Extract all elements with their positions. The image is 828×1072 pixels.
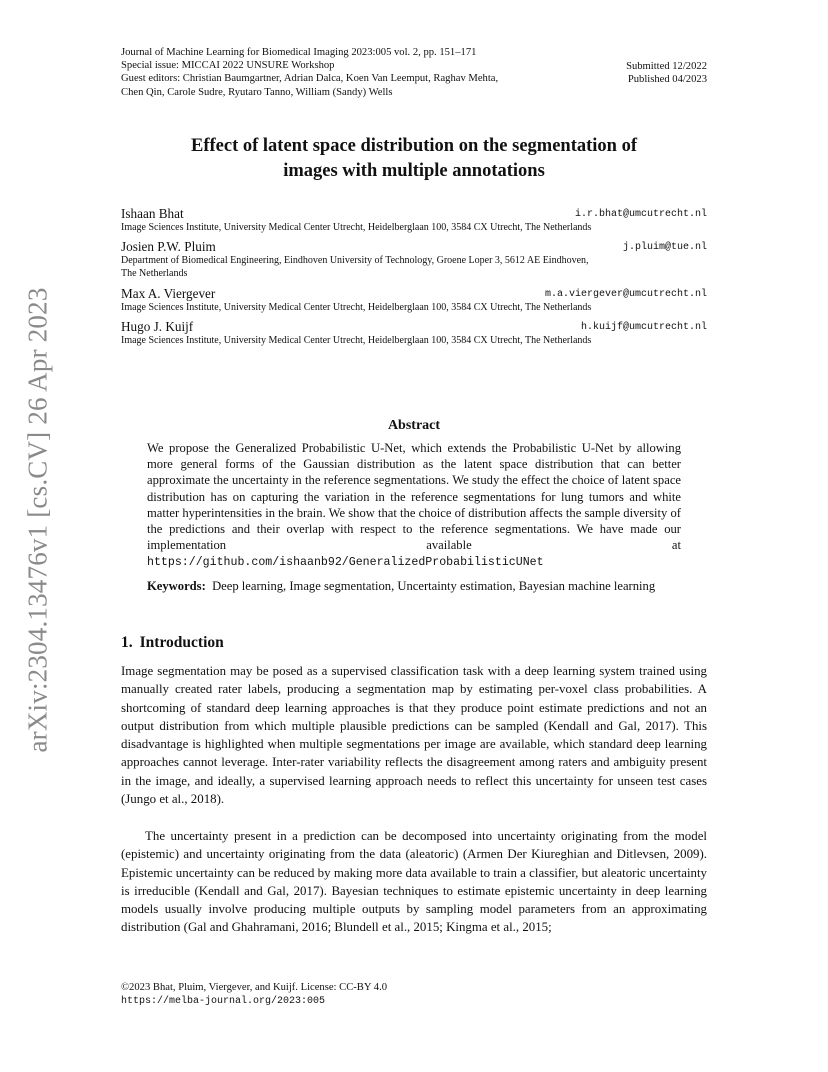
code-link[interactable]: https://github.com/ishaanb92/GeneralizedProbabilisticUNet	[147, 556, 544, 570]
body-paragraph: The uncertainty present in a prediction can be decomposed into uncertainty originating from the model (epistemic) and uncertainty originating from the data (aleatoric) (Armen Der Kiureghian and Ditlevsen, 2009). Epistemic uncertainty can be reduced by making more data available to train a classifier, but aleatoric uncertainty is irreducible (Kendall and Gal, 2017). Bayesian techniques to estimate epistemic uncertainty in deep learning models usually involve producing multiple outputs by sampling model parameters from an approximating distribution (Gal and Ghahramani, 2016; Blundell et al., 2015; Kingma et al., 2015;	[121, 829, 707, 935]
author-affiliation: Image Sciences Institute, University Medical Center Utrecht, Heidelberglaan 100, 3584 CX Utrecht, The Netherlands	[121, 335, 592, 346]
journal-url[interactable]: https://melba-journal.org/2023:005	[121, 995, 326, 1007]
author-block	[121, 319, 707, 348]
author-block	[121, 286, 707, 315]
paper-title-line: images with multiple annotations	[283, 161, 545, 181]
author-name: Max A. Viergever	[121, 286, 216, 301]
section-number: 1.	[121, 634, 133, 651]
author-email[interactable]: j.pluim@tue.nl	[622, 242, 707, 253]
section-heading	[121, 633, 224, 652]
author-email[interactable]: h.kuijf@umcutrecht.nl	[580, 322, 707, 333]
author-affiliation: Department of Biomedical Engineering, Eindhoven University of Technology, Groene Loper 3, 5612 AE Eindhoven,	[121, 255, 589, 266]
body-paragraph: Image segmentation may be posed as a supervised classification task with a deep learning system trained using manually created rater labels, producing a segmentation map by estimating per-voxel class probabilities. A shortcoming of standard deep learning approaches is that they produce point estimate predictions and not an output distribution from which multiple plausible predictions can be sampled (Kendall and Gal, 2017). This disadvantage is highlighted when multiple segmentations per image are available, which standard deep learning approaches cannot leverage. Inter-rater variability reflects the disagreement among raters and ambiguity present in the image, and ideally, a supervised learning approach needs to reflect this uncertainty for unseen test cases (Jungo et al., 2018).	[121, 664, 707, 807]
keywords	[147, 578, 681, 594]
journal-header	[121, 46, 591, 99]
section-title: Introduction	[139, 634, 224, 651]
journal-header-line: Special issue: MICCAI 2022 UNSURE Workshop	[121, 60, 335, 72]
abstract-body	[147, 440, 681, 572]
author-affiliation: The Netherlands	[121, 267, 188, 279]
abstract-heading: Abstract	[387, 418, 441, 433]
journal-header-line: Journal of Machine Learning for Biomedical Imaging 2023:005 vol. 2, pp. 151–171	[121, 47, 477, 58]
author-affiliation: Image Sciences Institute, University Medical Center Utrecht, Heidelberglaan 100, 3584 CX Utrecht, The Netherlands	[121, 222, 592, 233]
author-name: Josien P.W. Pluim	[121, 239, 216, 254]
paper-title	[121, 134, 707, 184]
journal-header-line: Guest editors: Christian Baumgartner, Adrian Dalca, Koen Van Leemput, Raghav Mehta,	[121, 73, 499, 85]
author-affiliation: Image Sciences Institute, University Medical Center Utrecht, Heidelberglaan 100, 3584 CX Utrecht, The Netherlands	[121, 302, 592, 313]
submitted-date: Submitted 12/2022	[626, 61, 707, 72]
author-block	[121, 206, 707, 235]
author-block	[121, 239, 707, 281]
author-name: Hugo J. Kuijf	[121, 319, 194, 334]
page-footer	[121, 981, 387, 1008]
abstract-text: We propose the Generalized Probabilistic U-Net, which extends the Probabilistic U-Net by allowing more general forms of the Gaussian distribution as the latent space distribution that can better approximate the uncertainty in the reference segmentations. We study the effect the choice of latent space distribution has on capturing the variation in the reference segmentations for lung tumors and white matter hyperintensities in the brain. We show that the choice of distribution affects the sample diversity of the predictions and their overlap with respect to the reference segmentations. We have made our implementation available at	[147, 441, 681, 553]
paper-title-line: Effect of latent space distribution on the segmentation of	[190, 136, 637, 156]
journal-header-line: Chen Qin, Carole Sudre, Ryutaro Tanno, William (Sandy) Wells	[121, 86, 393, 98]
published-date: Published 04/2023	[627, 74, 707, 86]
keywords-label: Keywords:	[147, 579, 206, 593]
copyright-notice: ©2023 Bhat, Pluim, Viergever, and Kuijf. License: CC-BY 4.0	[121, 982, 388, 993]
author-name: Ishaan Bhat	[121, 206, 184, 221]
author-email[interactable]: m.a.viergever@umcutrecht.nl	[544, 289, 707, 300]
author-email[interactable]: i.r.bhat@umcutrecht.nl	[574, 209, 707, 220]
keywords-text: Deep learning, Image segmentation, Uncertainty estimation, Bayesian machine learning	[212, 579, 656, 593]
submission-dates	[590, 60, 707, 86]
arxiv-stamp: arXiv:2304.13476v1 [cs.CV] 26 Apr 2023	[22, 287, 53, 753]
